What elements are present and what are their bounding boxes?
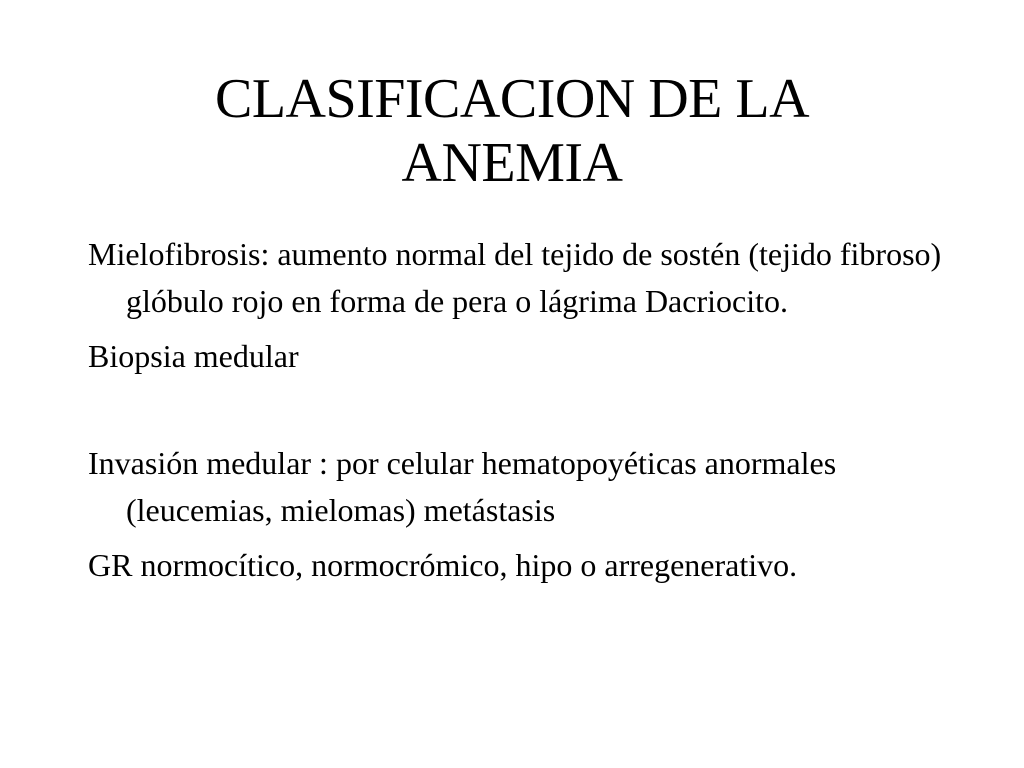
list-item-invasion: Invasión medular : por celular hematopoyéticas anormales (leucemias, mielomas) metástasis <box>88 445 837 528</box>
list-item-biopsia: Biopsia medular <box>88 338 299 374</box>
bullet-list <box>88 231 948 589</box>
slide-title: CLASIFICACION DE LA ANEMIA <box>214 68 810 194</box>
list-item-mielofibrosis: Mielofibrosis: aumento normal del tejido de sostén (tejido fibroso) glóbulo rojo en forma de pera o lágrima Dacriocito. <box>88 236 942 319</box>
list-item-gr: GR normocítico, normocrómico, hipo o arregenerativo. <box>88 547 798 583</box>
